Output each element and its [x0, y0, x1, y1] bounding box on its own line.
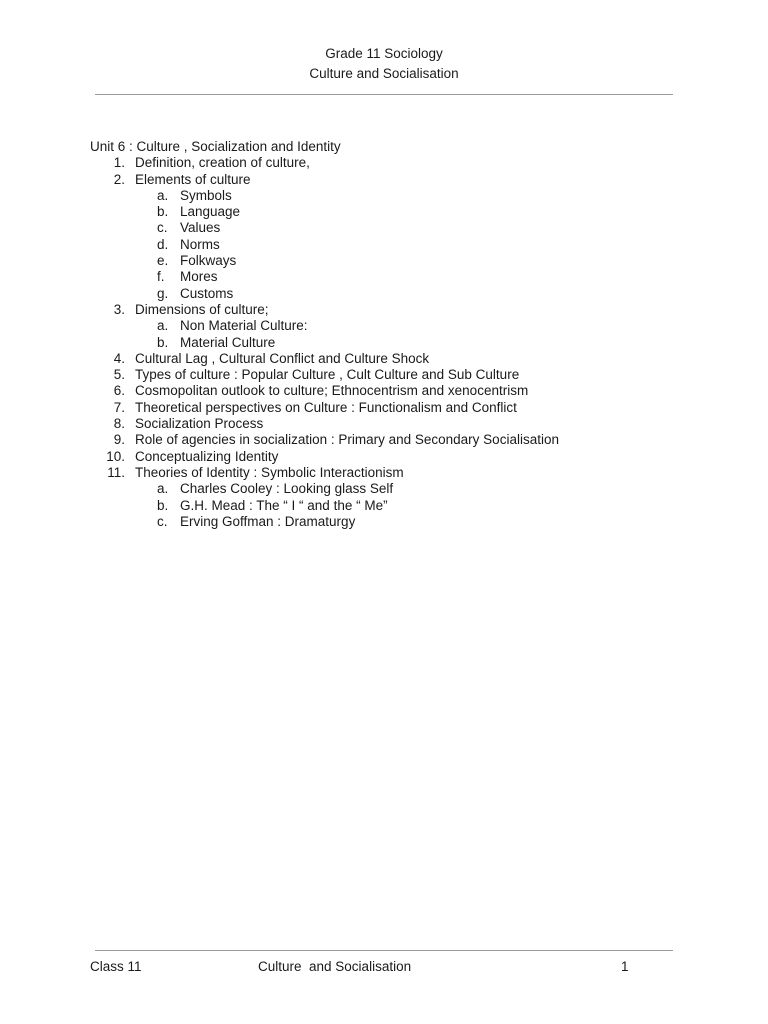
- subtopic-text: Symbols: [180, 187, 232, 203]
- subtopic-letter: b.: [157, 204, 169, 220]
- subtopic-item: [135, 188, 710, 204]
- subtopic-text: Mores: [180, 269, 218, 285]
- topic-text: Role of agencies in socialization : Primary and Secondary Socialisation: [135, 432, 559, 448]
- topic-item: [90, 400, 710, 416]
- page-header: [0, 44, 768, 84]
- topic-item: [90, 302, 710, 351]
- topic-number: 2.: [113, 171, 125, 187]
- topic-text: Socialization Process: [135, 416, 264, 432]
- subtopic-item: [135, 335, 710, 351]
- topic-text: Dimensions of culture;: [135, 301, 269, 317]
- topic-item: [90, 155, 710, 171]
- subtopic-text: Material Culture: [180, 334, 276, 350]
- footer-divider: [95, 950, 673, 951]
- header-divider: [95, 94, 673, 95]
- topic-number: 11.: [107, 464, 125, 480]
- topic-item: [90, 416, 710, 432]
- topic-item: [90, 465, 710, 530]
- subtopic-item: [135, 514, 710, 530]
- topic-text: Types of culture : Popular Culture , Cult Culture and Sub Culture: [135, 367, 520, 383]
- subtopic-item: [135, 237, 710, 253]
- topic-text: Cosmopolitan outlook to culture; Ethnocentrism and xenocentrism: [135, 383, 529, 399]
- subtopic-item: [135, 204, 710, 220]
- subtopic-letter: a.: [157, 318, 169, 334]
- subtopic-list: [135, 188, 710, 302]
- topic-number: 1.: [113, 155, 125, 171]
- subtopic-letter: d.: [157, 236, 169, 252]
- page-number: 1: [621, 959, 629, 974]
- document-body: [90, 139, 710, 530]
- subtopic-text: Charles Cooley : Looking glass Self: [180, 481, 394, 497]
- header-subtitle: Culture and Socialisation: [309, 66, 459, 81]
- topic-item: [90, 432, 710, 448]
- page-footer: [0, 957, 768, 977]
- unit-title: Unit 6 : Culture , Socialization and Identity: [90, 139, 341, 154]
- topic-text: Definition, creation of culture,: [135, 155, 310, 171]
- topic-number: 4.: [113, 350, 125, 366]
- subtopic-text: Erving Goffman : Dramaturgy: [180, 513, 356, 529]
- footer-title: Culture and Socialisation: [258, 959, 412, 974]
- subtopic-letter: a.: [157, 187, 169, 203]
- topic-number: 8.: [113, 416, 125, 432]
- subtopic-item: [135, 498, 710, 514]
- topic-number: 5.: [113, 367, 125, 383]
- subtopic-text: Non Material Culture:: [180, 318, 308, 334]
- subtopic-letter: b.: [157, 497, 169, 513]
- subtopic-letter: b.: [157, 334, 169, 350]
- subtopic-list: [135, 318, 710, 351]
- topic-number: 9.: [113, 432, 125, 448]
- subtopic-list: [135, 481, 710, 530]
- subtopic-text: Norms: [180, 236, 220, 252]
- topic-number: 10.: [106, 448, 125, 464]
- topic-text: Elements of culture: [135, 171, 251, 187]
- topic-text: Cultural Lag , Cultural Conflict and Culture Shock: [135, 350, 430, 366]
- subtopic-letter: e.: [157, 253, 169, 269]
- subtopic-text: G.H. Mead : The “ I “ and the “ Me”: [180, 497, 388, 513]
- topic-item: [90, 172, 710, 302]
- topic-text: Theoretical perspectives on Culture : Functionalism and Conflict: [135, 399, 517, 415]
- topic-text: Conceptualizing Identity: [135, 448, 279, 464]
- topic-list: [90, 155, 710, 530]
- subtopic-text: Folkways: [180, 253, 237, 269]
- topic-number: 3.: [113, 301, 125, 317]
- topic-text: Theories of Identity : Symbolic Interactionism: [135, 464, 404, 480]
- subtopic-letter: a.: [157, 481, 169, 497]
- subtopic-item: [135, 253, 710, 269]
- topic-item: [90, 449, 710, 465]
- topic-item: [90, 351, 710, 367]
- subtopic-letter: f.: [157, 269, 165, 285]
- subtopic-text: Language: [180, 204, 241, 220]
- subtopic-letter: g.: [157, 285, 169, 301]
- footer-class: Class 11: [90, 959, 142, 974]
- subtopic-text: Customs: [180, 285, 234, 301]
- subtopic-item: [135, 220, 710, 236]
- subtopic-letter: c.: [157, 220, 168, 236]
- subtopic-item: [135, 269, 710, 285]
- topic-item: [90, 367, 710, 383]
- header-title: Grade 11 Sociology: [325, 46, 443, 61]
- topic-number: 6.: [113, 383, 125, 399]
- subtopic-text: Values: [180, 220, 221, 236]
- subtopic-letter: c.: [157, 513, 168, 529]
- topic-number: 7.: [113, 399, 125, 415]
- subtopic-item: [135, 286, 710, 302]
- subtopic-item: [135, 318, 710, 334]
- topic-item: [90, 383, 710, 399]
- subtopic-item: [135, 481, 710, 497]
